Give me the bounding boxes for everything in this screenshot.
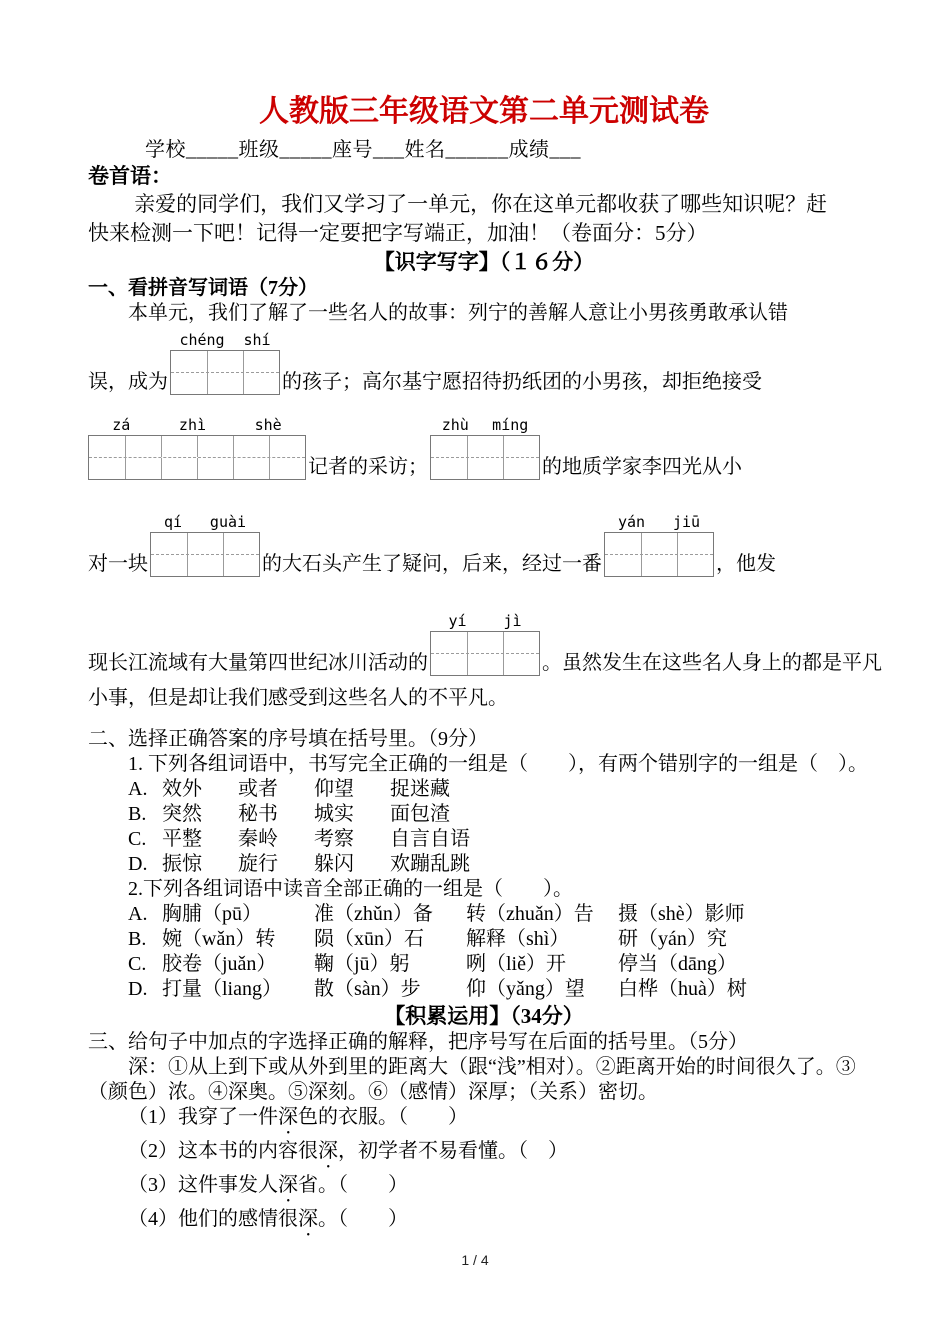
line-text: 的大石头产生了疑问，后来，经过一番: [262, 553, 602, 575]
part3-title: 三、给句子中加点的字选择正确的解释，把序号写在后面的括号里。（5分）: [88, 1031, 748, 1053]
option-label: A.: [128, 903, 148, 925]
writing-grid: [430, 435, 540, 480]
part1-intro: 本单元，我们了解了一些名人的故事：列宁的善解人意让小男孩勇敢承认错: [128, 302, 788, 324]
sentence-pre: （1）我穿了一件: [128, 1106, 278, 1128]
option-word: 效外: [162, 778, 202, 800]
writing-grid-cell: [187, 555, 223, 576]
line-text: 对一块: [88, 553, 148, 575]
writing-grid-yiji: [430, 609, 540, 676]
writing-grid-cell: [233, 436, 269, 457]
option-word: 面包渣: [390, 803, 450, 825]
pinyin-syllable: zá: [112, 416, 131, 434]
option-row: [128, 852, 880, 877]
writing-grid-cell: [171, 373, 207, 394]
pinyin-syllable: yán: [617, 513, 646, 531]
pinyin-syllable: shí: [243, 331, 271, 349]
option-row: [128, 977, 880, 1002]
part3-sentence-4: [88, 1207, 880, 1241]
option-word: 白桦（huà）树: [618, 978, 747, 1000]
writing-grid: [170, 350, 280, 395]
writing-grid-cell: [197, 458, 233, 479]
option-word: 摄（shè）影师: [618, 903, 745, 925]
option-word: 陨（xūn）石: [314, 928, 424, 950]
option-word: 城实: [314, 803, 354, 825]
part2-q1-text: 1. 下列各组词语中，书写完全正确的一组是（ ），有两个错别字的一组是（ ）。: [128, 753, 868, 775]
writing-grid: [88, 435, 306, 480]
option-row: [128, 827, 880, 852]
line-text: 误，成为: [88, 371, 168, 393]
option-word: 考察: [314, 828, 354, 850]
part3-sentence-1: [88, 1105, 880, 1139]
section-header-accumulation: 【积累运用】（34分）: [384, 1004, 584, 1028]
writing-grid-cell: [503, 654, 539, 675]
writing-grid-cell: [641, 533, 677, 554]
writing-grid-cell: [269, 436, 305, 457]
line-text: 的地质学家李四光从小: [542, 456, 742, 478]
option-row: [128, 902, 880, 927]
part3-sentence-3: [88, 1173, 880, 1207]
writing-grid-cell: [467, 654, 503, 675]
line-text: ，他发: [716, 553, 776, 575]
option-label: C.: [128, 953, 147, 975]
pinyin-syllable: chéng: [179, 331, 225, 349]
writing-grid-cell: [223, 555, 259, 576]
emphasized-char: 深: [278, 1106, 298, 1128]
option-word: 突然: [162, 803, 202, 825]
option-word: 捉迷藏: [390, 778, 450, 800]
writing-grid-row: [171, 372, 279, 394]
option-word: 旋行: [238, 853, 278, 875]
option-word: 停当（dāng）: [618, 953, 737, 975]
writing-grid-cell: [431, 458, 467, 479]
writing-grid-cell: [89, 436, 125, 457]
writing-grid-cell: [431, 654, 467, 675]
option-row: [128, 952, 880, 977]
option-word: 自言自语: [390, 828, 470, 850]
option-label: C.: [128, 828, 147, 850]
writing-grid-row: [605, 533, 713, 554]
pinyin-label: [430, 413, 540, 435]
option-label: B.: [128, 803, 147, 825]
writing-grid-cell: [197, 436, 233, 457]
emphasized-char: 深: [298, 1208, 318, 1230]
writing-grid-cell: [269, 458, 305, 479]
part1-tail: 小事，但是却让我们感受到这些名人的不平凡。: [88, 687, 508, 709]
emphasized-char: 深: [318, 1140, 338, 1162]
part3-sentence-2: [88, 1139, 880, 1173]
writing-grid-cell: [125, 436, 161, 457]
option-word: 打量（liang）: [162, 978, 282, 1000]
option-word: 振惊: [162, 853, 202, 875]
writing-grid-zhuming: [430, 413, 540, 480]
writing-grid-cell: [503, 458, 539, 479]
writing-grid-cell: [641, 555, 677, 576]
pinyin-label: [430, 609, 540, 631]
line-text: 现长江流域有大量第四世纪冰川活动的: [88, 652, 428, 674]
option-word: 婉（wǎn）转: [162, 928, 276, 950]
option-word: 或者: [238, 778, 278, 800]
pinyin-label: [604, 510, 714, 532]
preface-text: 亲爱的同学们，我们又学习了一单元，你在这单元都收获了哪些知识呢？赶快来检测一下吧！记得一定要把字写端正，加油！（卷面分：5分）: [88, 192, 828, 245]
writing-grid-cell: [89, 458, 125, 479]
writing-grid-row: [89, 457, 305, 479]
writing-grid-cell: [207, 351, 243, 372]
writing-grid-cell: [605, 533, 641, 554]
writing-grid-cell: [125, 458, 161, 479]
pinyin-label: [170, 328, 280, 350]
writing-grid-row: [431, 632, 539, 653]
writing-grid-row: [431, 457, 539, 479]
option-word: 秘书: [238, 803, 278, 825]
writing-grid-row: [151, 533, 259, 554]
option-word: 研（yán）究: [618, 928, 727, 950]
section-header-literacy: 【识字写字】（１６分）: [373, 250, 595, 274]
writing-grid-cell: [431, 632, 467, 653]
sentence-pre: （3）这件事发人: [128, 1174, 278, 1196]
option-word: 准（zhǔn）备: [314, 903, 433, 925]
emphasized-char: 深: [278, 1174, 298, 1196]
part2-q2-options: [88, 902, 880, 1002]
option-label: D.: [128, 853, 148, 875]
writing-grid-cell: [233, 458, 269, 479]
writing-grid-cell: [431, 436, 467, 457]
option-word: 鞠（jū）躬: [314, 953, 410, 975]
pinyin-label: [150, 510, 260, 532]
sentence-post: 。（ ）: [318, 1208, 408, 1230]
writing-grid: [430, 631, 540, 676]
option-word: 胶卷（juǎn）: [162, 953, 277, 975]
writing-grid: [604, 532, 714, 577]
pinyin-syllable: yí: [448, 612, 467, 630]
writing-grid-cell: [151, 555, 187, 576]
writing-grid-zazhishe: [88, 413, 306, 480]
pinyin-syllable: jiū: [672, 513, 701, 531]
option-word: 欢蹦乱跳: [390, 853, 470, 875]
pinyin-syllable: zhì: [178, 416, 207, 434]
writing-grid-row: [171, 351, 279, 372]
option-word: 胸脯（pū）: [162, 903, 262, 925]
option-row: [128, 802, 880, 827]
option-word: 躲闪: [314, 853, 354, 875]
writing-grid-cell: [243, 373, 279, 394]
writing-grid-cell: [467, 436, 503, 457]
writing-grid-cell: [677, 533, 713, 554]
writing-grid-yanjiu: [604, 510, 714, 577]
writing-grid-cell: [171, 351, 207, 372]
pinyin-syllable: qí: [163, 513, 183, 531]
line-text: 。虽然发生在这些名人身上的都是平凡: [542, 652, 882, 674]
option-word: 仰（yǎng）望: [466, 978, 585, 1000]
writing-grid-cell: [151, 533, 187, 554]
option-row: [128, 927, 880, 952]
pinyin-syllable: zhù: [441, 416, 469, 434]
writing-grid-row: [431, 436, 539, 457]
part3-definition: 深：①从上到下或从外到里的距离大（跟“浅”相对）。②距离开始的时间很久了。③（颜色）浓。④深奥。⑤深刻。⑥（感情）深厚；（关系）密切。: [88, 1056, 856, 1103]
writing-grid-row: [605, 554, 713, 576]
preface-label: 卷首语：: [88, 164, 172, 188]
writing-grid-cell: [223, 533, 259, 554]
fill-line-4: [88, 609, 880, 676]
option-word: 仰望: [314, 778, 354, 800]
writing-grid-cell: [677, 555, 713, 576]
writing-grid-cell: [467, 458, 503, 479]
sentence-post: 色的衣服。（ ）: [298, 1106, 468, 1128]
option-label: D.: [128, 978, 148, 1000]
option-label: B.: [128, 928, 147, 950]
writing-grid-cell: [243, 351, 279, 372]
writing-grid-qiguai: [150, 510, 260, 577]
pinyin-syllable: míng: [492, 416, 529, 434]
writing-grid: [150, 532, 260, 577]
option-row: [128, 777, 880, 802]
pinyin-syllable: shè: [254, 416, 282, 434]
part2-title: 二、选择正确答案的序号填在括号里。（9分）: [88, 728, 488, 750]
writing-grid-cell: [605, 555, 641, 576]
student-info-line: 学校_____班级_____座号___姓名______成绩___: [145, 139, 581, 161]
part2-q1-options: [88, 777, 880, 877]
sentence-pre: （4）他们的感情很: [128, 1208, 298, 1230]
option-word: 散（sàn）步: [314, 978, 421, 1000]
writing-grid-cell: [161, 436, 197, 457]
sentence-post: ，初学者不易看懂。（ ）: [338, 1140, 568, 1162]
option-word: 秦岭: [238, 828, 278, 850]
pinyin-syllable: jì: [503, 612, 522, 630]
option-word: 解释（shì）: [466, 928, 570, 950]
fill-line-2: [88, 413, 880, 480]
pinyin-label: [88, 413, 306, 435]
writing-grid-cell: [207, 373, 243, 394]
writing-grid-row: [151, 554, 259, 576]
part2-q2-text: 2.下列各组词语中读音全部正确的一组是（ ）。: [128, 878, 573, 900]
writing-grid-row: [89, 436, 305, 457]
line-text: 的孩子；高尔基宁愿招待扔纸团的小男孩，却拒绝接受: [282, 371, 762, 393]
fill-line-3: [88, 510, 880, 577]
writing-grid-cell: [467, 632, 503, 653]
part1-title: 一、看拼音写词语（7分）: [88, 277, 318, 299]
pinyin-syllable: guài: [209, 513, 247, 531]
fill-line-1: [88, 328, 880, 395]
writing-grid-cell: [187, 533, 223, 554]
writing-grid-cell: [503, 632, 539, 653]
option-label: A.: [128, 778, 148, 800]
option-word: 平整: [162, 828, 202, 850]
option-word: 转（zhuǎn）告: [466, 903, 594, 925]
writing-grid-chengshi: [170, 328, 280, 395]
option-word: 咧（liě）开: [466, 953, 566, 975]
writing-grid-cell: [503, 436, 539, 457]
paper-title: 人教版三年级语文第二单元测试卷: [259, 95, 709, 128]
sentence-pre: （2）这本书的内容很: [128, 1140, 318, 1162]
sentence-post: 省。（ ）: [298, 1174, 408, 1196]
writing-grid-cell: [161, 458, 197, 479]
writing-grid-row: [431, 653, 539, 675]
line-text: 记者的采访；: [308, 456, 428, 478]
page-number: 1 / 4: [461, 1252, 489, 1268]
